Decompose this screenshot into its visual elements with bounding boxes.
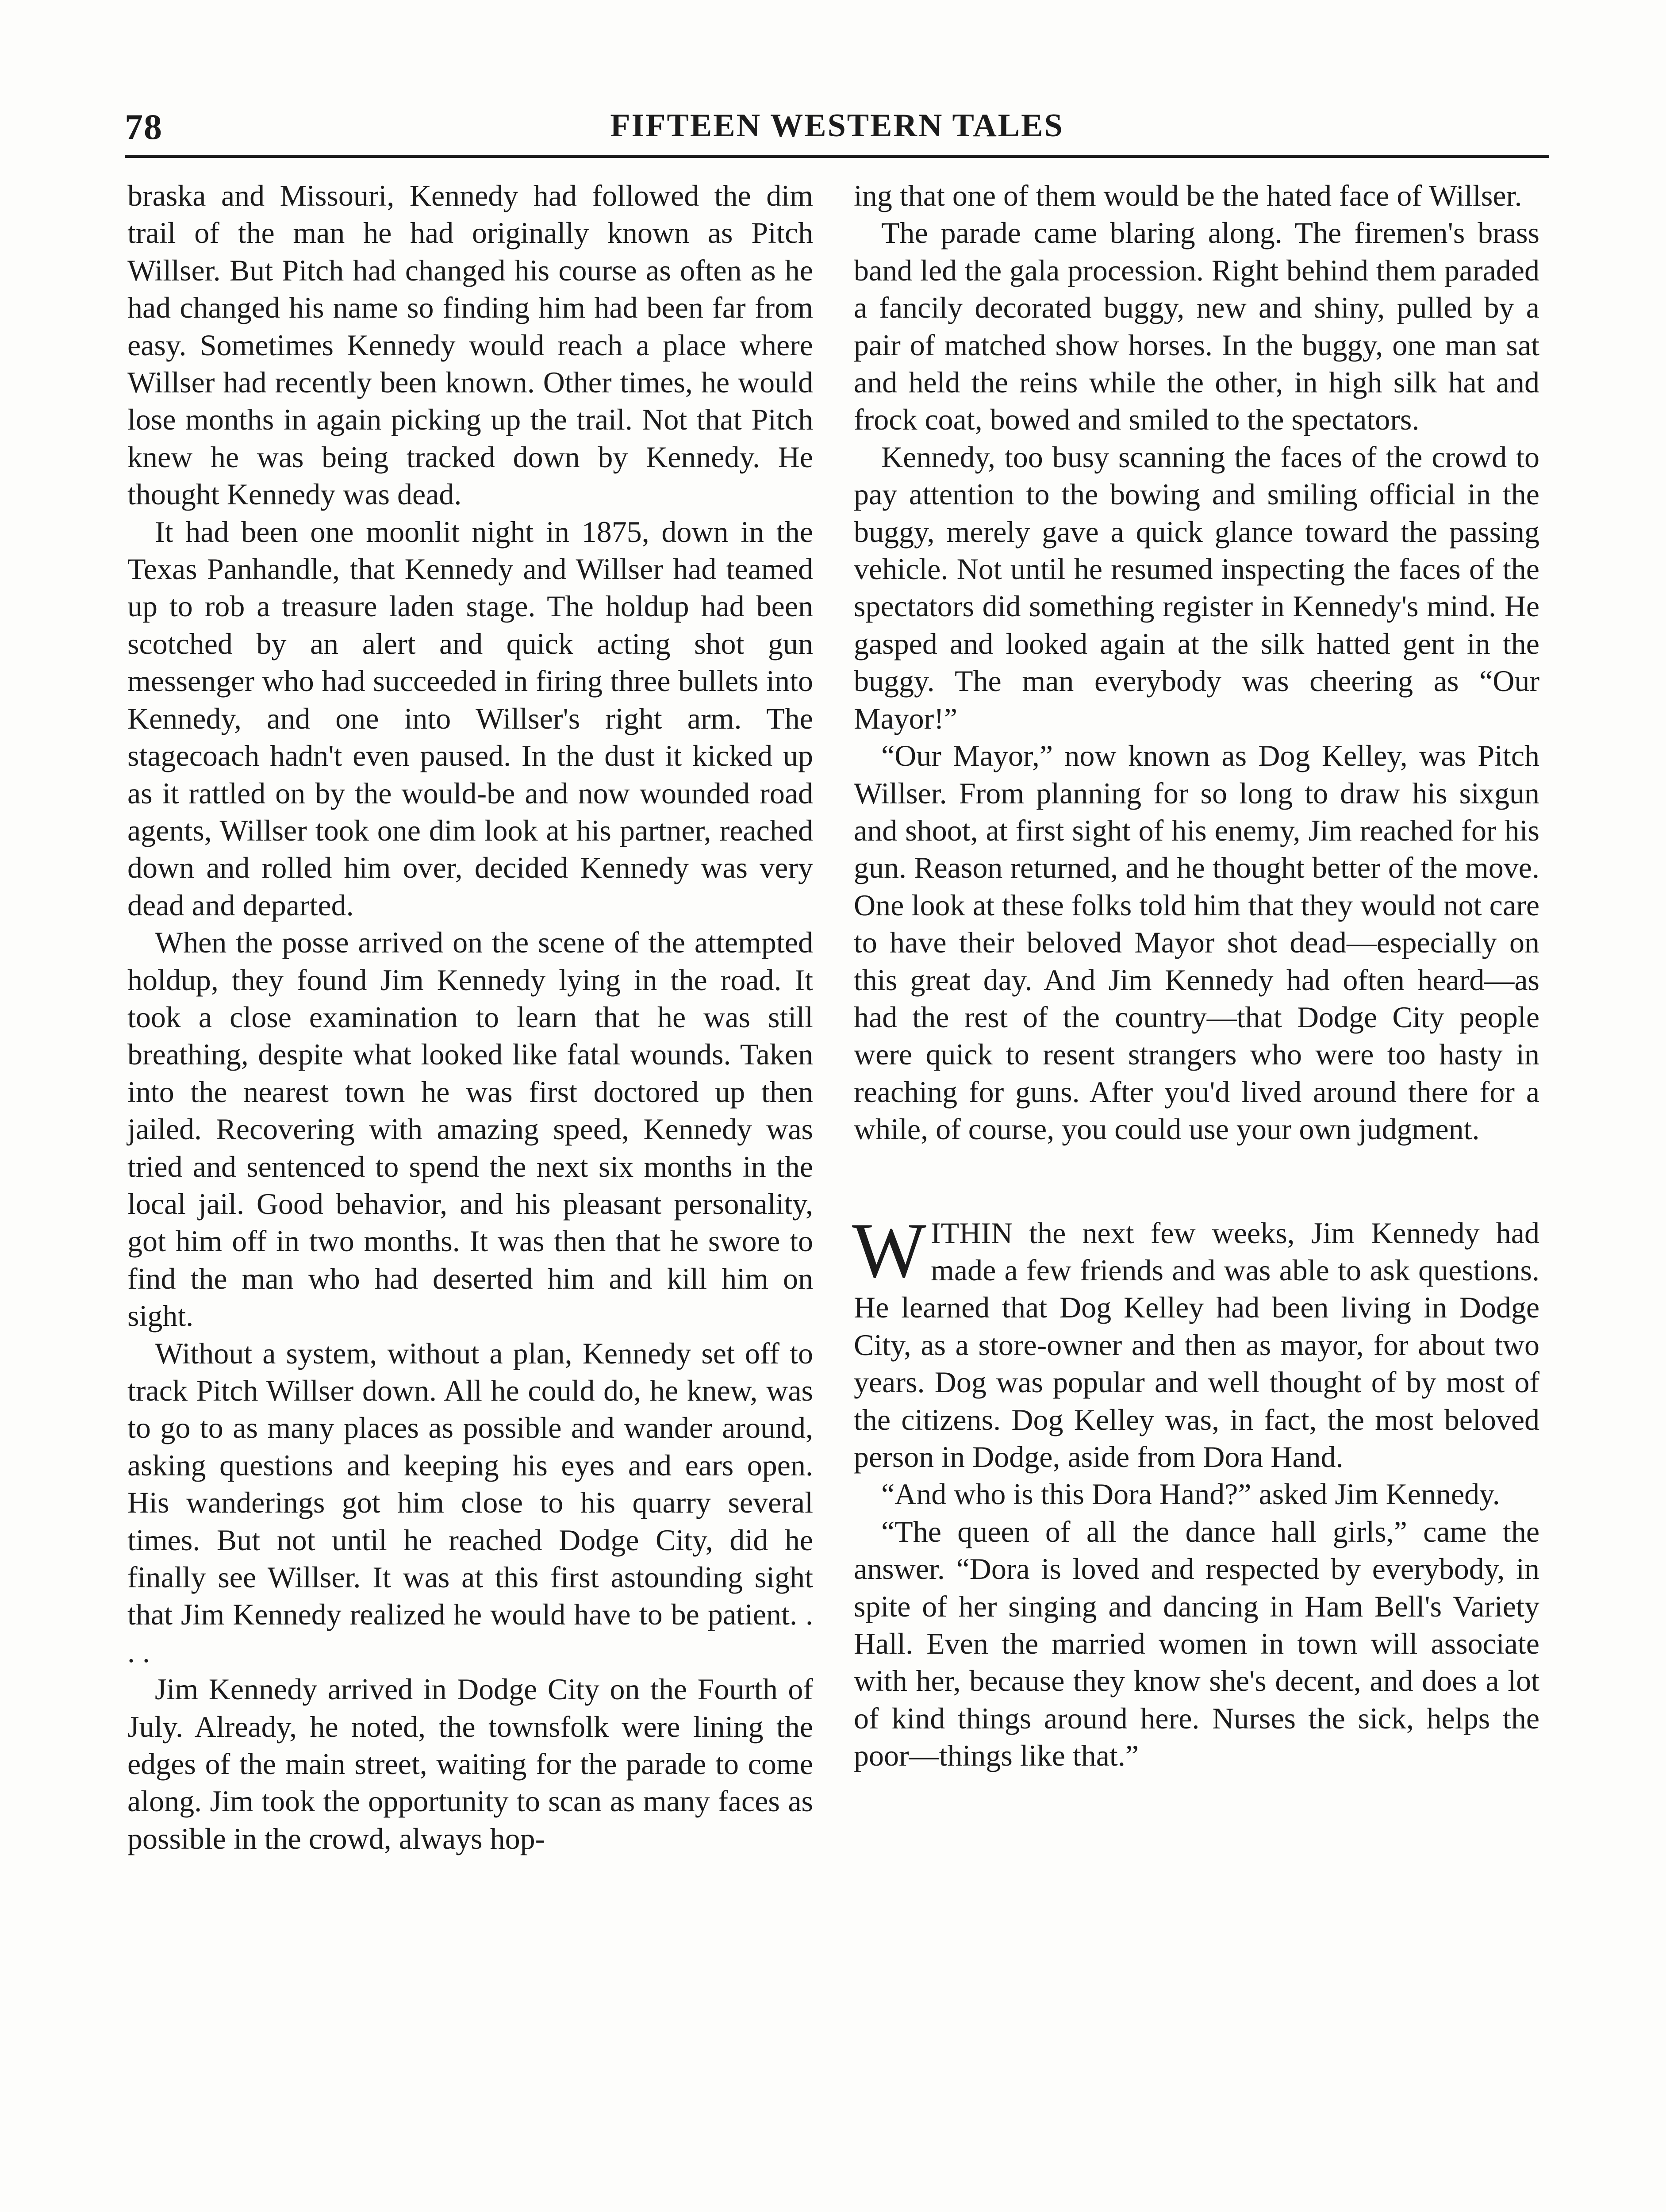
paragraph: The parade came blaring along. The firemen's brass band led the gala procession. Right behind them paraded a fancily decorated buggy, new and shiny, pulled by a pair of matched show horses. In the buggy, one man sat and held the reins while the other, in high silk hat and frock coat, bowed and smiled to the spectators.	[854, 216, 1539, 437]
paragraph: Kennedy, too busy scanning the faces of the crowd to pay attention to the bowing and smiling official in the buggy, merely gave a quick glance toward the passing vehicle. Not until he resumed inspecting the faces of the spectators did something register in Kennedy's mind. He gasped and looked again at the silk hatted gent in the buggy. The man everybody was cheering as “Our Mayor!”	[854, 440, 1539, 735]
dropcap-paragraph-text: ITHIN the next few weeks, Jim Kennedy had made a few friends and was able to ask questions. He learned that Dog Kelley had been living in Dodge City, as a store-owner and then as mayor, for about two years. Dog was popular and well thought of by most of the citizens. Dog Kelley was, in fact, the most beloved person in Dodge, aside from Dora Hand.	[854, 1216, 1539, 1474]
paragraph: When the posse arrived on the scene of the attempted holdup, they found Jim Kennedy lying in the road. It took a close examination to learn that he was still breathing, despite what looked like fatal wounds. Taken into the nearest town he was first doctored up then jailed. Recovering with amazing speed, Kennedy was tried and sentenced to spend the next six months in the local jail. Good behavior, and his pleasant personality, got him off in two months. It was then that he swore to find the man who had deserted him and kill him on sight.	[127, 926, 813, 1333]
left-column	[127, 177, 813, 1857]
paragraph: It had been one moonlit night in 1875, down in the Texas Panhandle, that Kennedy and Willser had teamed up to rob a treasure laden stage. The holdup had been scotched by an alert and quick acting shot gun messenger who had succeeded in firing three bullets into Kennedy, and one into Willser's right arm. The stagecoach hadn't even paused. In the dust it kicked up as it rattled on by the would-be and now wounded road agents, Willser took one dim look at his partner, reached down and rolled him over, decided Kennedy was very dead and departed.	[127, 515, 813, 922]
paragraph: “The queen of all the dance hall girls,” came the answer. “Dora is loved and respected by everybody, in spite of her singing and dancing in Ham Bell's Variety Hall. Even the married women in town will associate with her, because they know she's decent, and does a lot of kind things around here. Nurses the sick, helps the poor—things like that.”	[854, 1514, 1539, 1773]
drop-cap: W	[852, 1206, 927, 1294]
running-title: FIFTEEN WESTERN TALES	[610, 108, 1064, 144]
paragraph: braska and Missouri, Kennedy had followed the dim trail of the man he had originally known as Pitch Willser. But Pitch had changed his course as often as he had changed his name so finding him had been far from easy. Sometimes Kennedy would reach a place where Willser had recently been known. Other times, he would lose months in again picking up the trail. Not that Pitch knew he was being tracked down by Kennedy. He thought Kennedy was dead.	[127, 179, 813, 511]
paragraph: ing that one of them would be the hated face of Willser.	[854, 179, 1522, 212]
section-break	[854, 1148, 1539, 1214]
page-number: 78	[125, 107, 163, 147]
paragraph: Without a system, without a plan, Kennedy set off to track Pitch Willser down. All he could do, he knew, was to go to as many places as possible and wander around, asking questions and keeping his eyes and ears open. His wanderings got him close to his quarry several times. But not until he reached Dodge City, did he finally see Willser. It was at this first astounding sight that Jim Kennedy realized he would have to be patient. . . .	[127, 1336, 813, 1669]
dropcap-paragraph	[852, 1206, 1539, 1476]
right-column	[854, 177, 1539, 1774]
header-rule	[125, 155, 1549, 158]
page-header	[125, 106, 1549, 159]
paragraph: “Our Mayor,” now known as Dog Kelley, was Pitch Willser. From planning for so long to draw his sixgun and shoot, at first sight of his enemy, Jim reached for his gun. Reason returned, and he thought better of the move. One look at these folks told him that they would not care to have their beloved Mayor shot dead—especially on this great day. And Jim Kennedy had often heard—as had the rest of the country—that Dodge City people were quick to resent strangers who were too hasty in reaching for guns. After you'd lived around there for a while, of course, you could use your own judgment.	[854, 739, 1539, 1146]
paragraph: Jim Kennedy arrived in Dodge City on the Fourth of July. Already, he noted, the townsfolk were lining the edges of the main street, waiting for the parade to come along. Jim took the opportunity to scan as many faces as possible in the crowd, always hop-	[127, 1672, 813, 1855]
paragraph: “And who is this Dora Hand?” asked Jim Kennedy.	[881, 1477, 1500, 1511]
